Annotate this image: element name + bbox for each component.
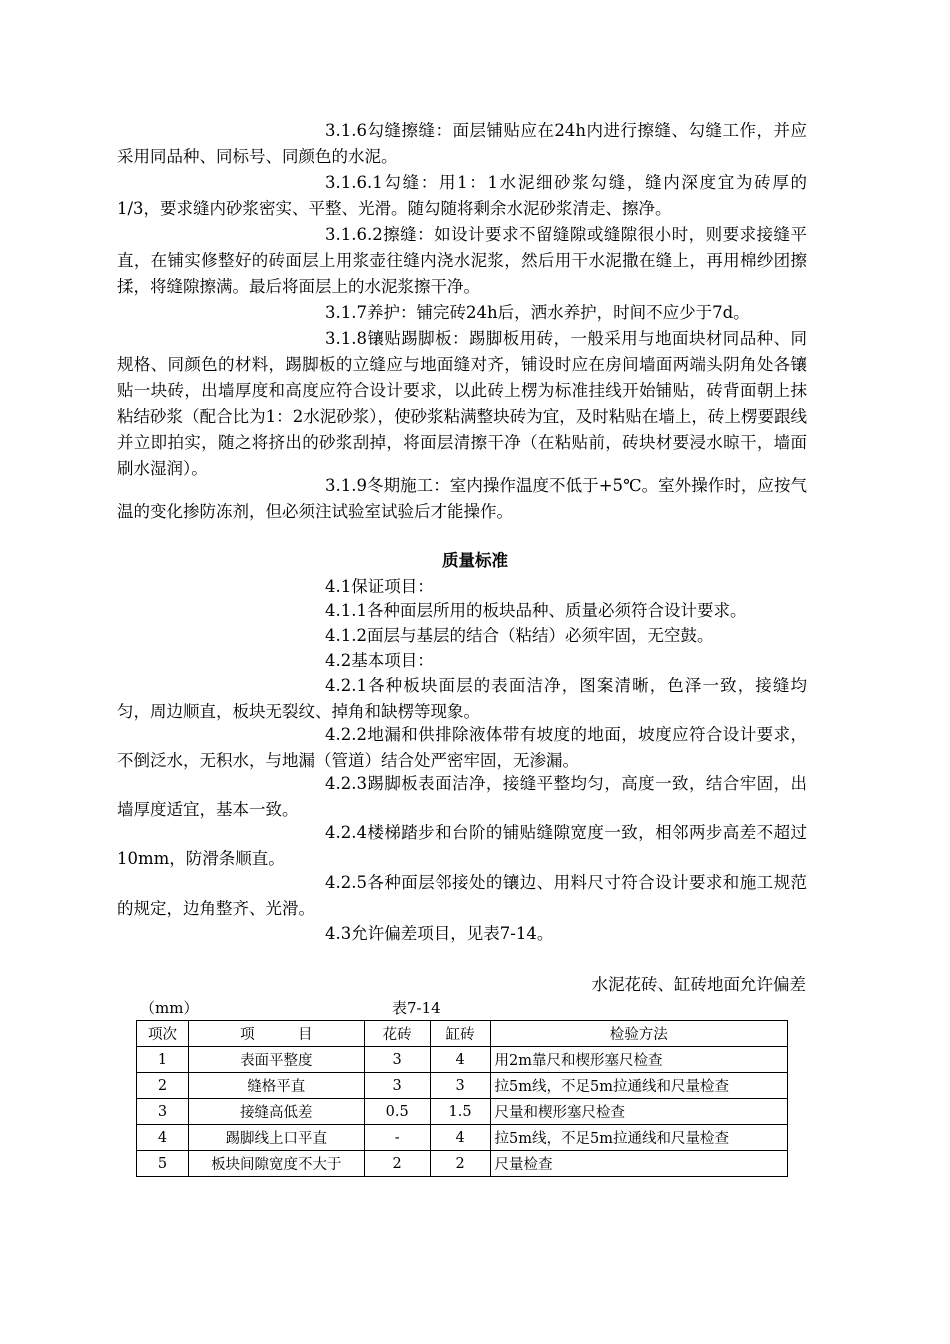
clause-number: 4.2.3 (325, 774, 367, 793)
table-cell: 1 (137, 1047, 189, 1073)
paragraph-4-2-5 (117, 870, 807, 922)
table-cell: 3 (430, 1073, 490, 1099)
header-cell: 项 目 (188, 1021, 364, 1047)
table-cell: 表面平整度 (188, 1047, 364, 1073)
table-cell: 拉5m线，不足5m拉通线和尺量检查 (490, 1073, 787, 1099)
paragraph-4-1-1 (117, 598, 807, 624)
clause-number: 3.1.8 (325, 329, 367, 348)
table-cell: 3 (137, 1099, 189, 1125)
clause-text: 勾缝：用1：1水泥细砂浆勾缝，缝内深度宜为砖厚的1/3，要求缝内砂浆密实、平整、光滑。随勾随将剩余水泥砂浆清走、擦净。 (117, 173, 807, 218)
paragraph-3-1-6 (117, 118, 807, 170)
paragraph-3-1-8 (117, 326, 807, 482)
paragraph-4-2-1 (117, 673, 807, 725)
clause-text: 养护：铺完砖24h后，洒水养护，时间不应少于7d。 (366, 303, 750, 322)
header-cell: 花砖 (364, 1021, 430, 1047)
clause-text: 楼梯踏步和台阶的铺贴缝隙宽度一致，相邻两步高差不超过10mm，防滑条顺直。 (117, 823, 807, 868)
clause-text: 地漏和供排除液体带有坡度的地面，坡度应符合设计要求，不倒泛水，无积水，与地漏（管道）结合处严密牢固，无渗漏。 (117, 725, 807, 770)
clause-text: 冬期施工：室内操作温度不低于+5℃。室外操作时，应按气温的变化掺防冻剂，但必须注试验室试验后才能操作。 (117, 476, 807, 521)
clause-number: 4.2.2 (325, 725, 367, 744)
clause-text: 镶贴踢脚板：踢脚板用砖，一般采用与地面块材同品种、同规格、同颜色的材料，踢脚板的立缝应与地面缝对齐，铺设时应在房间墙面两端头阴角处各镶贴一块砖，出墙厚度和高度应符合设计要求，以此砖上楞为标准挂线开始铺贴，砖背面朝上抹粘结砂浆（配合比为1：2水泥砂浆），使砂浆粘满整块砖为宜，及时粘贴在墙上，砖上楞要跟线并立即拍实，随之将挤出的砂浆刮掉，将面层清擦干净（在粘贴前，砖块材要浸水晾干，墙面刷水湿润）。 (117, 329, 807, 478)
header-cell: 缸砖 (430, 1021, 490, 1047)
clause-text: 各种板块面层的表面洁净，图案清晰，色泽一致，接缝均匀，周边顺直，板块无裂纹、掉角和缺楞等现象。 (117, 676, 807, 721)
table-cell: 板块间隙宽度不大于 (188, 1151, 364, 1177)
table-header-row (137, 1021, 788, 1047)
paragraph-4-2 (117, 648, 807, 674)
table-cell: 4 (430, 1047, 490, 1073)
table-cell: - (364, 1125, 430, 1151)
table-row (137, 1073, 788, 1099)
clause-number: 4.1.2 (325, 626, 367, 645)
table-cell: 2 (137, 1073, 189, 1099)
table-row (137, 1047, 788, 1073)
table-cell: 踢脚线上口平直 (188, 1125, 364, 1151)
header-cell: 项次 (137, 1021, 189, 1047)
table-cell: 2 (364, 1151, 430, 1177)
table-cell: 1.5 (430, 1099, 490, 1125)
clause-number: 3.1.9 (325, 476, 367, 495)
deviation-table (136, 1020, 788, 1177)
clause-number: 3.1.6.2 (325, 225, 383, 244)
paragraph-4-1 (117, 574, 807, 600)
table-cell: 5 (137, 1151, 189, 1177)
table-cell: 用2m靠尺和楔形塞尺检查 (490, 1047, 787, 1073)
clause-number: 4.2.1 (325, 676, 367, 695)
table-cell: 3 (364, 1073, 430, 1099)
clause-text: 面层与基层的结合（粘结）必须牢固，无空鼓。 (366, 626, 714, 645)
table-unit: （mm） (140, 999, 199, 1017)
clause-number: 4.2.4 (325, 823, 367, 842)
paragraph-4-2-4 (117, 820, 807, 872)
table-number: 表7-14 (392, 999, 441, 1017)
paragraph-3-1-6-2 (117, 222, 807, 300)
table-row (137, 1151, 788, 1177)
table-cell: 3 (364, 1047, 430, 1073)
clause-number: 4.2.5 (325, 873, 367, 892)
header-cell: 检验方法 (490, 1021, 787, 1047)
paragraph-4-2-3 (117, 771, 807, 823)
table-cell: 接缝高低差 (188, 1099, 364, 1125)
table-row (137, 1099, 788, 1125)
paragraph-3-1-9 (117, 473, 807, 525)
paragraph-3-1-7 (117, 300, 807, 326)
clause-number: 4.1.1 (325, 601, 367, 620)
paragraph-4-1-2 (117, 623, 807, 649)
table-caption: 水泥花砖、缸砖地面允许偏差 (591, 975, 806, 994)
table-cell: 尺量检查 (490, 1151, 787, 1177)
clause-text: 保证项目： (351, 577, 434, 596)
paragraph-4-2-2 (117, 722, 807, 774)
section-heading: 质量标准 (442, 551, 508, 570)
clause-text: 各种面层邻接处的镶边、用料尺寸符合设计要求和施工规范的规定，边角整齐、光滑。 (117, 873, 807, 918)
paragraph-4-3 (117, 921, 807, 947)
table-cell: 4 (137, 1125, 189, 1151)
clause-number: 4.1 (325, 577, 352, 596)
clause-text: 踢脚板表面洁净，接缝平整均匀，高度一致，结合牢固，出墙厚度适宜，基本一致。 (117, 774, 807, 819)
paragraph-3-1-6-1 (117, 170, 807, 222)
clause-text: 勾缝擦缝：面层铺贴应在24h内进行擦缝、勾缝工作，并应采用同品种、同标号、同颜色的水泥。 (117, 121, 807, 166)
table-cell: 拉5m线，不足5m拉通线和尺量检查 (490, 1125, 787, 1151)
table-cell: 缝格平直 (188, 1073, 364, 1099)
clause-number: 4.2 (325, 651, 352, 670)
clause-text: 允许偏差项目，见表7-14。 (351, 924, 554, 943)
clause-text: 擦缝：如设计要求不留缝隙或缝隙很小时，则要求接缝平直，在铺实修整好的砖面层上用浆壶往缝内浇水泥浆，然后用干水泥撒在缝上，再用棉纱团擦揉，将缝隙擦满。最后将面层上的水泥浆擦干净。 (117, 225, 807, 296)
table-cell: 2 (430, 1151, 490, 1177)
table-cell: 4 (430, 1125, 490, 1151)
clause-number: 3.1.6.1 (325, 173, 383, 192)
clause-text: 各种面层所用的板块品种、质量必须符合设计要求。 (366, 601, 747, 620)
clause-number: 3.1.6 (325, 121, 367, 140)
clause-number: 3.1.7 (325, 303, 367, 322)
clause-text: 基本项目： (351, 651, 434, 670)
table-cell: 0.5 (364, 1099, 430, 1125)
clause-number: 4.3 (325, 924, 352, 943)
table-cell: 尺量和楔形塞尺检查 (490, 1099, 787, 1125)
table-row (137, 1125, 788, 1151)
